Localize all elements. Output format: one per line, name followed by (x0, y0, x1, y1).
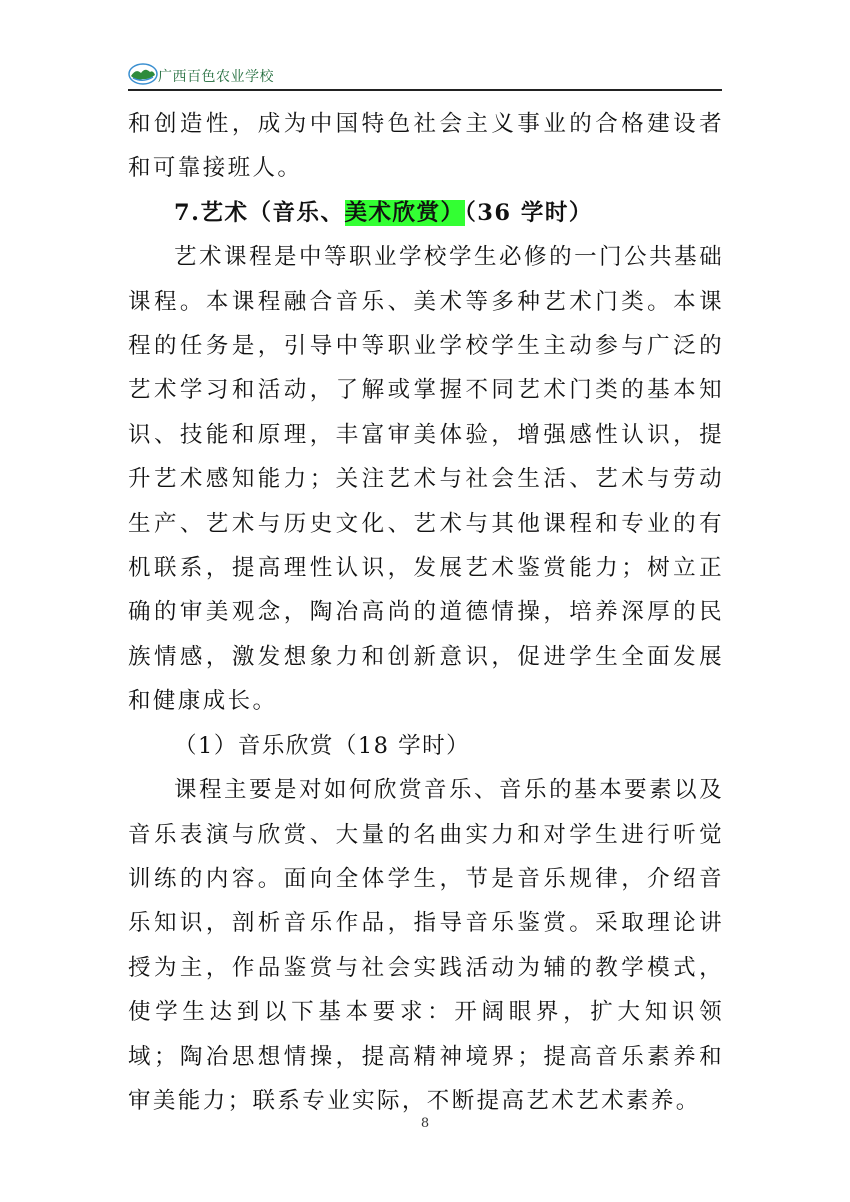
section-heading-suffix: （36 学时） (464, 199, 593, 226)
school-name: 广西百色农业学校 (158, 69, 274, 85)
subsection-paragraph: 课程主要是对如何欣赏音乐、音乐的基本要素以及音乐表演与欣赏、大量的名曲实力和对学生进行听觉训练的内容。面向全体学生，节是音乐规律，介绍音乐知识，剖析音乐作品，指导音乐鉴赏。采取理论讲授为主，作品鉴赏与社会实践活动为辅的教学模式，使学生达到以下基本要求：开阔眼界，扩大知识领域；陶冶思想情操，提高精神境界；提高音乐素养和审美能力；联系专业实际，不断提高艺术艺术素养。 (128, 777, 724, 1114)
highlighted-text: 美术欣赏） (344, 199, 465, 226)
document-body (128, 102, 724, 1123)
school-logo-icon (128, 62, 158, 86)
subsection-heading: （1）音乐欣赏（18 学时） (174, 732, 471, 759)
page-number: 8 (420, 1116, 430, 1131)
page-header (128, 60, 722, 90)
section-heading-prefix: 7.艺术（音乐、 (174, 199, 345, 226)
section-paragraph: 艺术课程是中等职业学校学生必修的一门公共基础课程。本课程融合音乐、美术等多种艺术门类。本课程的任务是，引导中等职业学校学生主动参与广泛的艺术学习和活动，了解或掌握不同艺术门类的基本知识、技能和原理，丰富审美体验，增强感性认识，提升艺术感知能力；关注艺术与社会生活、艺术与劳动生产、艺术与历史文化、艺术与其他课程和专业的有机联系，提高理性认识，发展艺术鉴赏能力；树立正确的审美观念，陶冶高尚的道德情操，培养深厚的民族情感，激发想象力和创新意识，促进学生全面发展和健康成长。 (128, 244, 724, 715)
header-divider (128, 89, 722, 91)
continuation-paragraph: 和创造性，成为中国特色社会主义事业的合格建设者和可靠接班人。 (128, 111, 724, 182)
section-heading (128, 191, 724, 235)
